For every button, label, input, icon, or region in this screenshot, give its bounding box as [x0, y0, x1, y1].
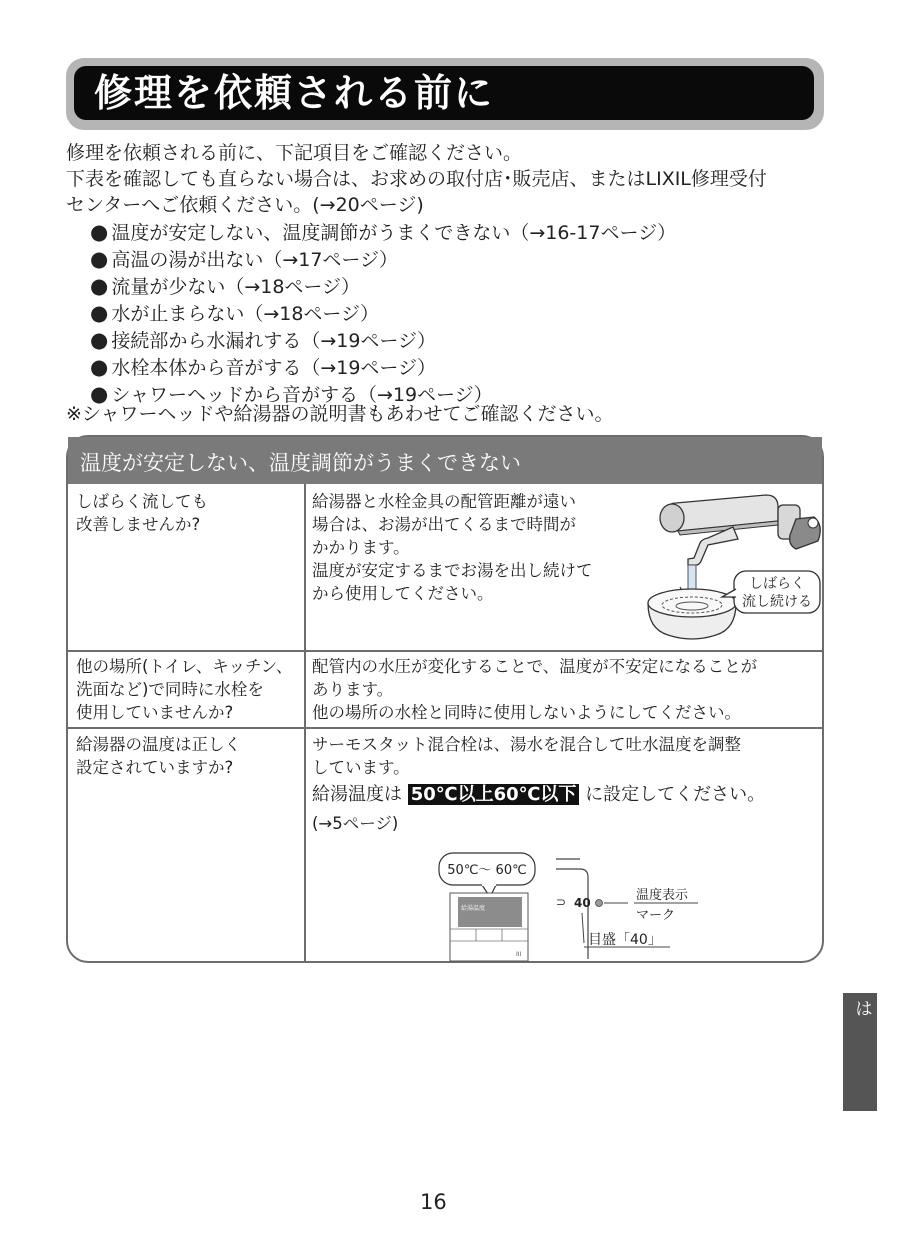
row1-question: しばらく流しても 改善しませんか?	[76, 492, 208, 534]
row2-question: 他の場所(トイレ、キッチン、 洗面など)で同時に水栓を 使用していませんか?	[76, 657, 293, 722]
bubble-text: 50℃～ 60℃	[447, 863, 527, 878]
list-item: ● 高温の湯が出ない（→17ページ）	[90, 247, 399, 271]
callout-line2: 流し続ける	[742, 594, 812, 610]
row3-answer: サーモスタット混合栓は、湯水を混合して吐水温度を調整 しています。 給湯温度は 50℃以上60℃以下 に設定してください。 (→5ページ)	[312, 735, 766, 833]
symptom-list	[90, 219, 676, 408]
list-item: ● 接続部から水漏れする（→19ページ）	[90, 328, 437, 352]
page-number: 16	[420, 1190, 447, 1214]
bullet-icon: ●	[90, 382, 109, 406]
row-divider	[68, 650, 822, 652]
row1-answer: 給湯器と水栓金具の配管距離が遠い 場合は、お湯が出てくるまで時間が かかります。 温度が安定するまでお湯を出し続けて から使用してください。	[312, 492, 593, 603]
side-tab	[843, 993, 899, 1111]
panel-label: 給湯温度	[461, 905, 486, 912]
list-item: ● 流量が少ない（→18ページ）	[90, 274, 361, 298]
list-item: ● 温度が安定しない、温度調節がうまくできない（→16-17ページ）	[90, 220, 677, 244]
bullet-icon: ●	[90, 274, 109, 298]
intro-line: 修理を依頼される前に、下記項目をご確認ください。	[66, 142, 523, 164]
temperature-diagram	[438, 847, 708, 962]
list-item: ● 水が止まらない（→18ページ）	[90, 301, 380, 325]
list-item: ● 水栓本体から音がする（→19ページ）	[90, 355, 437, 379]
page-reference: (→5ページ)	[312, 814, 399, 833]
scale-label: 目盛「40」	[588, 932, 662, 948]
dial-value: 40	[574, 896, 591, 910]
title-banner-inner	[74, 66, 814, 120]
intro-line: センターへご依頼ください。(→20ページ)	[66, 194, 424, 216]
title-banner	[66, 58, 824, 130]
row3-question: 給湯器の温度は正しく 設定されていますか?	[76, 735, 241, 777]
note-text: ※シャワーヘッドや給湯器の説明書もあわせてご確認ください。	[66, 403, 614, 425]
dial-label-2: マーク	[636, 908, 676, 923]
page-title: 修理を依頼される前に	[94, 71, 495, 115]
side-tab-label: こんなときは	[852, 999, 899, 1094]
callout-line1: しばらく	[749, 576, 805, 592]
intro-text	[66, 140, 767, 218]
panel-mark: III	[516, 951, 522, 958]
troubleshoot-table	[66, 435, 824, 963]
bullet-icon: ●	[90, 355, 109, 379]
list-item: ● シャワーヘッドから音がする（→19ページ）	[90, 382, 493, 406]
bullet-icon: ●	[90, 301, 109, 325]
intro-line: 下表を確認しても直らない場合は、お求めの取付店･販売店、またはLIXIL修理受付	[66, 168, 767, 190]
bullet-icon: ●	[90, 247, 109, 271]
faucet-illustration	[638, 485, 824, 649]
svg-text:⊃: ⊃	[556, 895, 567, 909]
bullet-icon: ●	[90, 328, 109, 352]
bullet-icon: ●	[90, 220, 109, 244]
dial-label: 温度表示	[636, 888, 689, 903]
row2-answer: 配管内の水圧が変化することで、温度が不安定になることが あります。 他の場所の水栓と同時に使用しないようにしてください。	[312, 657, 758, 722]
table-heading-text: 温度が安定しない、温度調節がうまくできない	[80, 451, 521, 475]
temperature-highlight: 50℃以上60℃以下	[408, 784, 580, 805]
temperature-instruction: 給湯温度は 50℃以上60℃以下 に設定してください。	[312, 784, 766, 805]
table-heading	[68, 437, 822, 484]
column-divider	[304, 484, 306, 961]
row-divider	[68, 727, 822, 729]
